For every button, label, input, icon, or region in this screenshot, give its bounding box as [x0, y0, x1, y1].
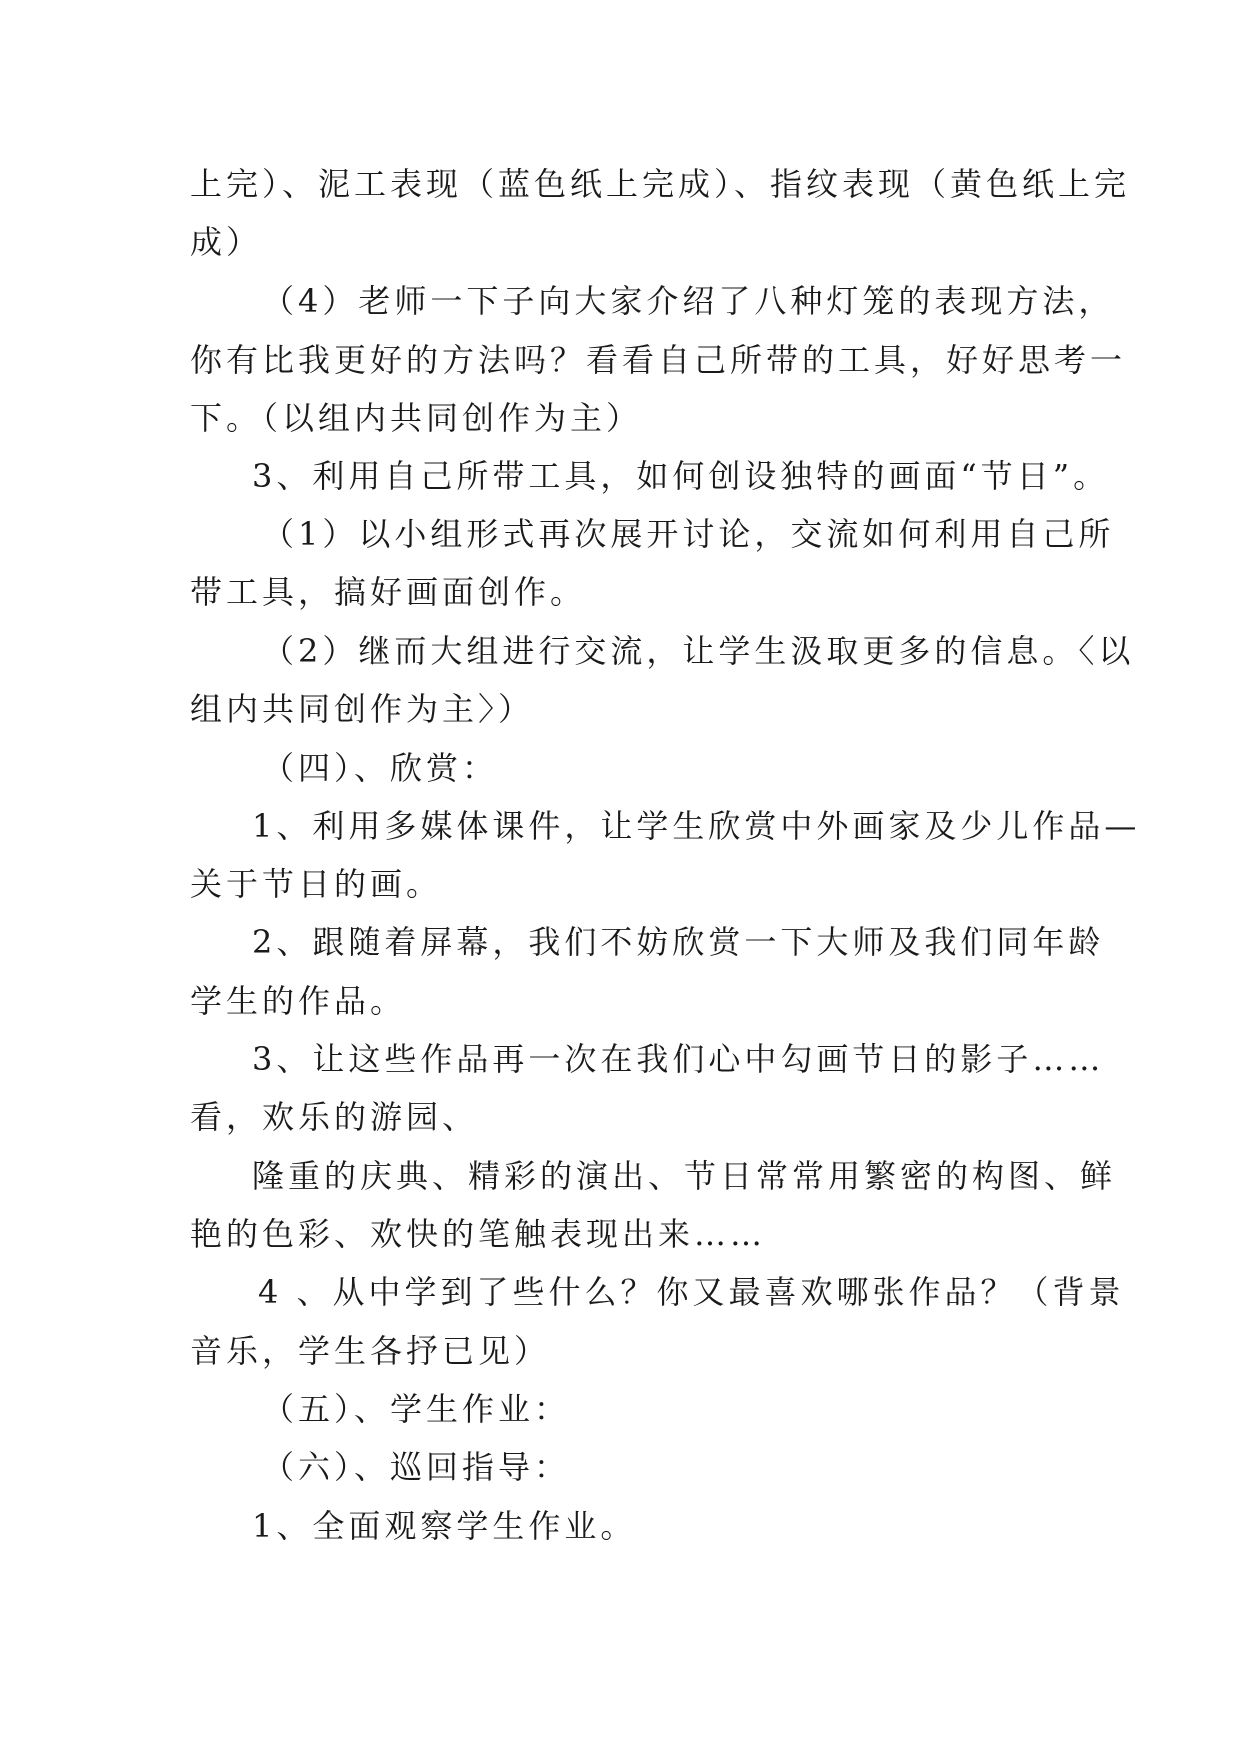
- text-line: 你有比我更好的方法吗？看看自己所带的工具，好好思考一: [190, 341, 1127, 379]
- section-heading: （五）、学生作业：: [262, 1390, 571, 1428]
- section-heading: （四）、欣赏：: [262, 749, 499, 787]
- section-heading: （六）、巡回指导：: [262, 1448, 571, 1486]
- text-line: 带工具，搞好画面创作。: [190, 573, 587, 611]
- text-line: 关于节日的画。: [190, 865, 443, 903]
- text-line: （1）以小组形式再次展开讨论，交流如何利用自己所: [262, 515, 1115, 553]
- text-line: （4）老师一下子向大家介绍了八种灯笼的表现方法，: [262, 282, 1115, 320]
- text-line: 艳的色彩、欢快的笔触表现出来……: [190, 1215, 767, 1253]
- text-line: 上完）、泥工表现（蓝色纸上完成）、指纹表现（黄色纸上完: [190, 165, 1131, 203]
- text-line: 看，欢乐的游园、: [190, 1098, 479, 1136]
- text-line: 隆重的庆典、精彩的演出、节日常常用繁密的构图、鲜: [252, 1157, 1117, 1195]
- text-line: 3、让这些作品再一次在我们心中勾画节日的影子……: [252, 1040, 1105, 1078]
- text-line: 1、全面观察学生作业。: [252, 1507, 637, 1545]
- text-line: 音乐，学生各抒已见）: [190, 1332, 551, 1370]
- text-line: 3、利用自己所带工具，如何创设独特的画面“节日”。: [252, 457, 1110, 495]
- text-line: 4 、从中学到了些什么？你又最喜欢哪张作品？（背景: [258, 1273, 1125, 1311]
- text-line: （2）继而大组进行交流，让学生汲取更多的信息。〈以: [262, 632, 1135, 670]
- text-line: 下。（以组内共同创作为主）: [190, 399, 643, 437]
- text-line: 成）: [190, 223, 263, 261]
- text-line: 1、利用多媒体课件，让学生欣赏中外画家及少儿作品—: [252, 807, 1141, 845]
- text-line: 2、跟随着屏幕，我们不妨欣赏一下大师及我们同年龄: [252, 923, 1105, 961]
- text-line: 组内共同创作为主〉）: [190, 690, 535, 728]
- text-line: 学生的作品。: [190, 982, 407, 1020]
